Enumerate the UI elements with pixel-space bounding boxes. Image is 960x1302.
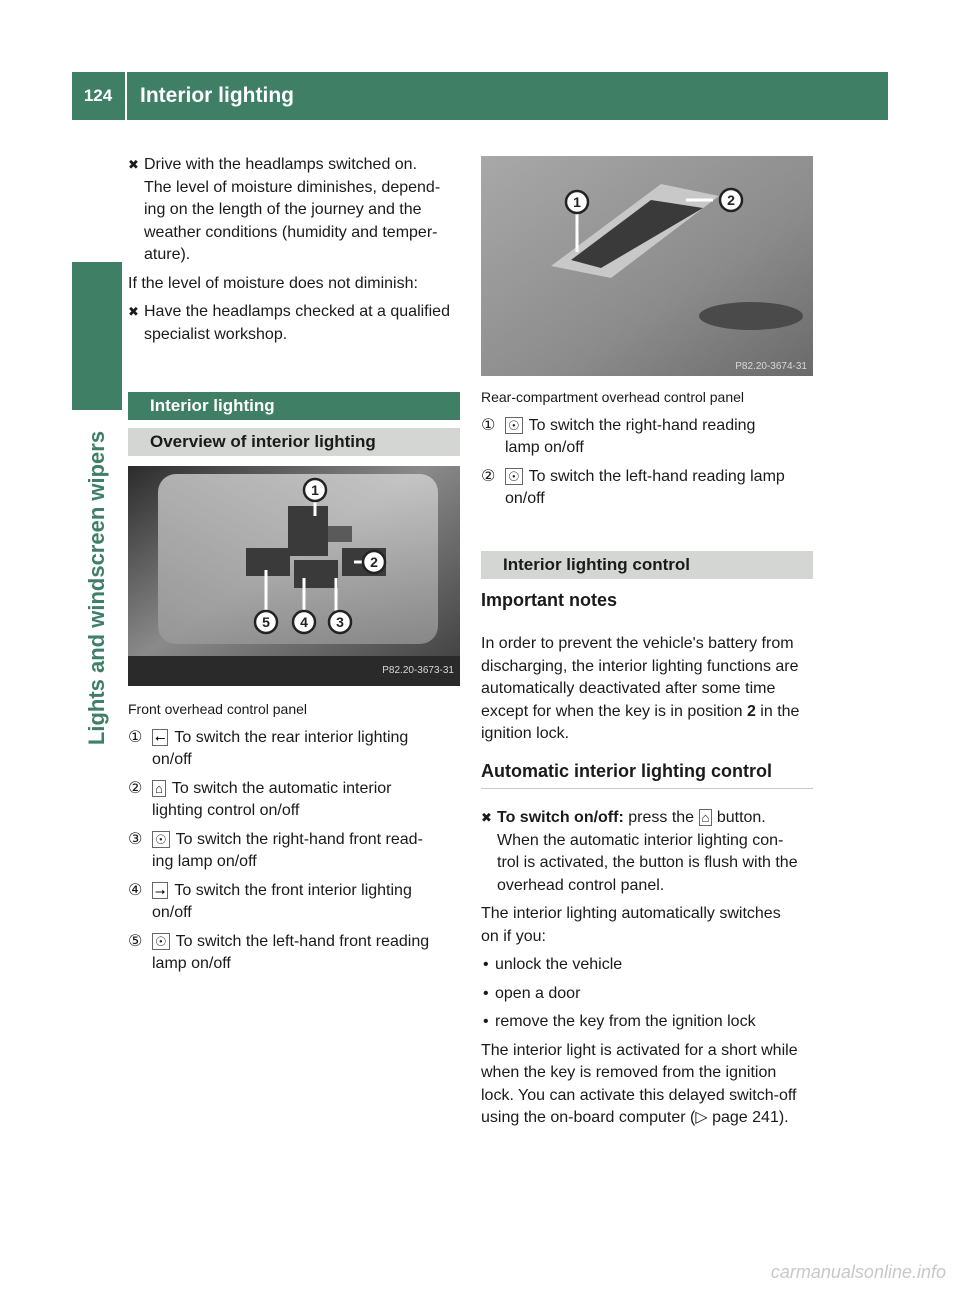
callout-4 [293,611,315,633]
rear-light-icon: ⭠ [152,729,168,746]
auto-light-icon: ⌂ [699,809,713,826]
callout-5 [255,611,277,633]
chapter-tab [72,262,122,410]
svg-text:2: 2 [370,554,378,570]
front-switch-1 [288,506,328,556]
list-item: • unlock the vehicle [483,956,623,973]
instruction-bullet: ✖ Have the headlamps checked at a qualified specialist workshop. [128,303,450,343]
callout-1 [304,479,326,501]
section-band: Interior lighting [128,392,460,420]
list-item: • open a door [483,984,581,1002]
page-number: 124 [83,86,113,105]
heading: Automatic interior lighting control [481,760,813,790]
instruction-bullet: ✖ To switch on/off: press the ⌂ button. When the automatic interior lighting con- trol is activated, the button is flush with the overhead control panel. [481,809,798,894]
svg-text:5: 5 [262,614,270,630]
paragraph: The interior lighting automatically switches on if you: [481,905,781,945]
page-ref-link[interactable]: page 241 [712,1109,779,1126]
rear-vent [699,302,803,330]
left-column [128,154,460,982]
paragraph: In order to prevent the vehicle's battery from discharging, the interior lighting functions are automatically deactivated after some time except for when the key is in position 2 in the ignition lock. [481,635,800,742]
reading-lamp-icon: ☉ [505,468,523,485]
svg-text:4: 4 [300,614,308,630]
arrow-icon: ✖ [481,810,492,825]
rear-panel-photo [481,156,813,376]
front-switch-2 [328,526,352,542]
arrow-icon: ✖ [128,304,139,319]
callout-3 [329,611,351,633]
callout-2 [720,189,742,211]
front-light-icon: ⭢ [152,882,168,899]
callout-2 [363,551,385,573]
callout-1 [566,191,588,213]
figure-caption: Front overhead control panel [128,701,307,717]
reading-lamp-icon: ☉ [505,417,523,434]
reading-lamp-icon: ☉ [152,933,170,950]
watermark: carmanualsonline.info [770,1262,946,1282]
list-item: • remove the key from the ignition lock [483,1013,756,1030]
rear-panel-figure [481,156,813,376]
legend-item: ① ☉ To switch the right-hand reading lamp on/off [481,416,756,456]
reading-lamp-icon: ☉ [152,831,170,848]
svg-text:2: 2 [727,192,735,208]
front-switch-4 [294,560,338,588]
front-switch-5 [246,548,290,576]
svg-text:1: 1 [311,482,319,498]
paragraph: If the level of moisture does not diminish: [128,274,418,292]
header-divider [125,72,127,120]
legend-item: ⑤ ☉ To switch the left-hand front reading lamp on/off [128,932,430,972]
svg-text:3: 3 [336,614,344,630]
subsection-band: Overview of interior lighting [128,428,460,456]
paragraph: The interior light is activated for a short while when the key is removed from the ignition lock. You can activate this delayed switch-off using the on-board computer (▷ page 241). [481,1041,798,1126]
chapter-side-label: Lights and windscreen wipers [84,430,109,746]
arrow-icon: ✖ [128,157,139,172]
auto-light-icon: ⌂ [152,780,166,797]
legend-item: ④ ⭢ To switch the front interior lighting on/off [128,881,412,921]
heading: Important notes [481,589,618,610]
right-column [481,386,813,1136]
page-title: Interior lighting [140,84,294,107]
section-band: Interior lighting control [481,551,813,579]
front-panel-photo [128,466,460,686]
front-panel-figure [128,466,460,686]
figure-caption: Rear-compartment overhead control panel [481,389,745,405]
legend-item: ① ⭠ To switch the rear interior lighting on/off [128,728,409,768]
svg-text:1: 1 [573,194,581,210]
figure-code: P82.20-3674-31 [735,361,807,372]
figure-code: P82.20-3673-31 [382,664,454,676]
legend-item: ② ⌂ To switch the automatic interior lighting control on/off [128,779,392,819]
legend-item: ② ☉ To switch the left-hand reading lamp on/off [481,467,785,507]
instruction-bullet: ✖ Drive with the headlamps switched on. The level of moisture diminishes, depend- ing on the length of the journey and the weather conditions (humidity and temper- ature). [128,156,441,263]
page-ref-arrow-icon: ▷ [695,1109,708,1126]
legend-item: ③ ☉ To switch the right-hand front read- ing lamp on/off [128,830,423,870]
